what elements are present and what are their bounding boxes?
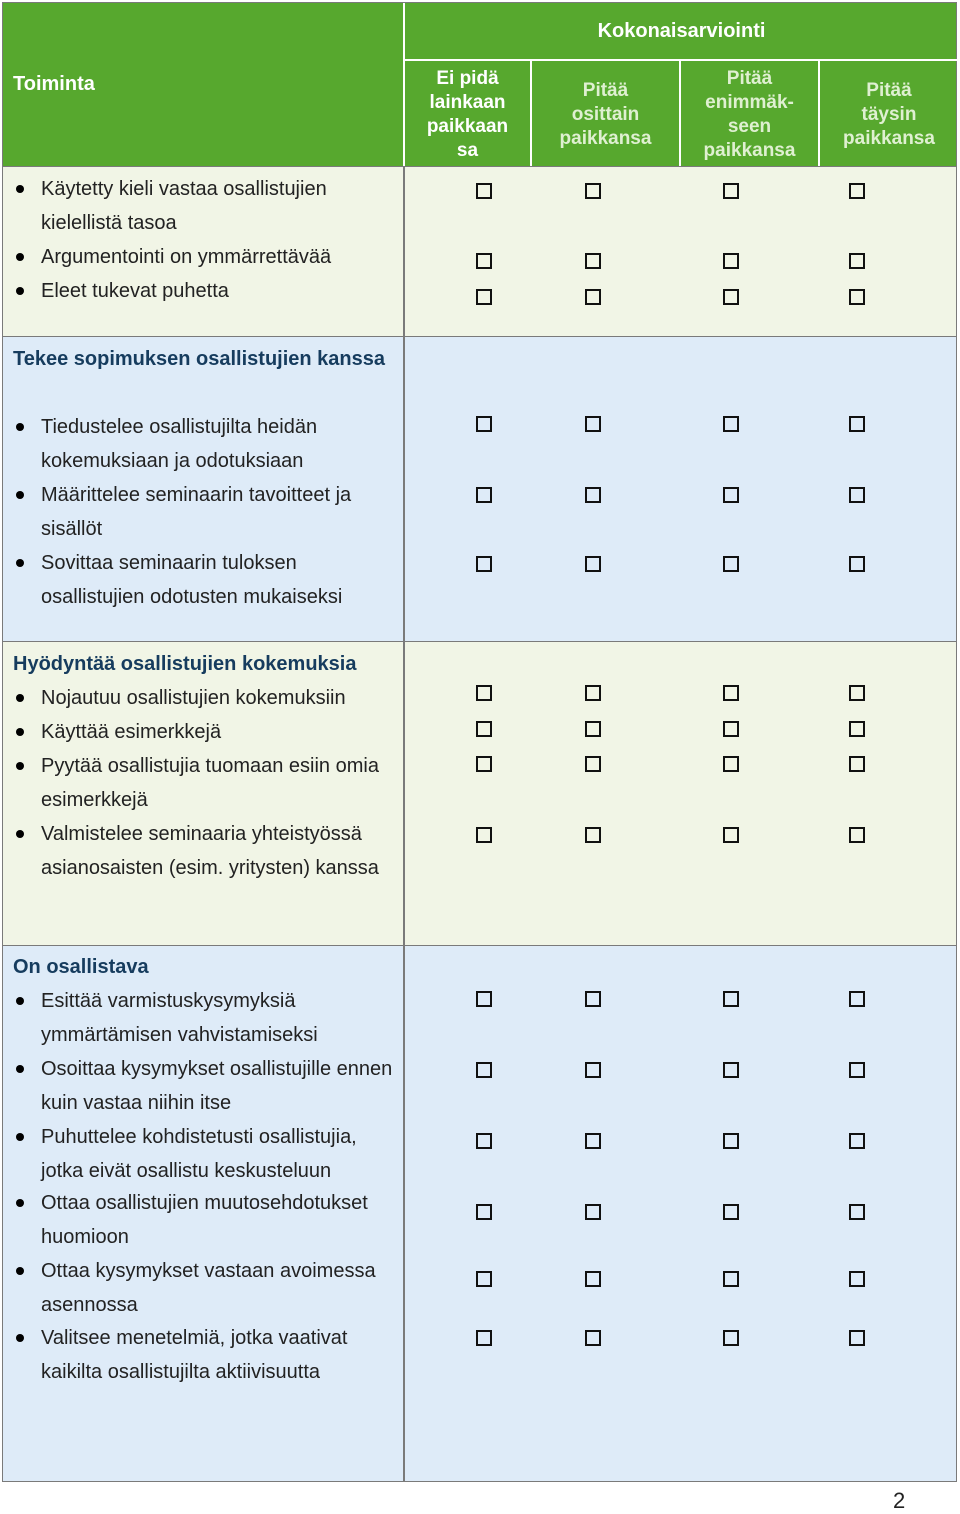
- evaluation-table: [2, 2, 957, 1482]
- checkbox-fully[interactable]: [849, 1204, 865, 1220]
- bullet-icon: [16, 1199, 24, 1207]
- checkbox-not-at-all[interactable]: [476, 827, 492, 843]
- table-header: [3, 3, 956, 166]
- checkbox-not-at-all[interactable]: [476, 756, 492, 772]
- checkbox-partially[interactable]: [585, 1330, 601, 1346]
- list-item: Ottaa kysymykset vastaan avoimessa asennossa: [13, 1254, 403, 1322]
- checkbox-not-at-all[interactable]: [476, 416, 492, 432]
- checkbox-fully[interactable]: [849, 183, 865, 199]
- bullet-icon: [16, 253, 24, 261]
- checkbox-mostly[interactable]: [723, 1133, 739, 1149]
- bullet-icon: [16, 185, 24, 193]
- bullet-icon: [16, 287, 24, 295]
- list-item: Argumentointi on ymmärrettävää: [13, 240, 403, 274]
- list-item: Nojautuu osallistujien kokemuksiin: [13, 681, 403, 715]
- list-item: Käytetty kieli vastaa osallistujien kielellistä tasoa: [13, 172, 403, 240]
- checkbox-fully[interactable]: [849, 991, 865, 1007]
- checkbox-partially[interactable]: [585, 1204, 601, 1220]
- checkbox-mostly[interactable]: [723, 487, 739, 503]
- bullet-icon: [16, 830, 24, 838]
- checkbox-partially[interactable]: [585, 556, 601, 572]
- bullet-icon: [16, 694, 24, 702]
- checkbox-fully[interactable]: [849, 556, 865, 572]
- checkbox-not-at-all[interactable]: [476, 487, 492, 503]
- checkbox-not-at-all[interactable]: [476, 721, 492, 737]
- section-title: Hyödyntää osallistujien kokemuksia: [13, 653, 357, 675]
- checkbox-fully[interactable]: [849, 416, 865, 432]
- section-title: On osallistava: [13, 956, 149, 978]
- checkbox-partially[interactable]: [585, 827, 601, 843]
- checkbox-fully[interactable]: [849, 685, 865, 701]
- list-item: Puhuttelee kohdistetusti osallistujia, jotka eivät osallistu keskusteluun: [13, 1120, 403, 1188]
- checkbox-mostly[interactable]: [723, 289, 739, 305]
- bullet-icon: [16, 1065, 24, 1073]
- bullet-icon: [16, 728, 24, 736]
- list-item: Ottaa osallistujien muutosehdotukset huomioon: [13, 1186, 403, 1254]
- checkbox-partially[interactable]: [585, 253, 601, 269]
- bullet-icon: [16, 762, 24, 770]
- section-title: Tekee sopimuksen osallistujien kanssa: [13, 348, 386, 370]
- scale-partially: Pitää osittain paikkansa: [559, 79, 652, 149]
- checkbox-fully[interactable]: [849, 721, 865, 737]
- list-item: Valitsee menetelmiä, jotka vaativat kaikilta osallistujilta aktiivisuutta: [13, 1321, 403, 1389]
- overall-assessment-header: Kokonaisarviointi: [597, 20, 766, 42]
- list-item: Käyttää esimerkkejä: [13, 715, 403, 749]
- page-number: 2: [893, 1488, 906, 1513]
- header-divider: [405, 59, 958, 61]
- checkbox-not-at-all[interactable]: [476, 1062, 492, 1078]
- checkbox-partially[interactable]: [585, 991, 601, 1007]
- list-item: Esittää varmistuskysymyksiä ymmärtämisen vahvistamiseksi: [13, 984, 403, 1052]
- bullet-icon: [16, 423, 24, 431]
- list-item: Valmistelee seminaaria yhteistyössä asianosaisten (esim. yritysten) kanssa: [13, 817, 403, 885]
- checkbox-fully[interactable]: [849, 1271, 865, 1287]
- checkbox-mostly[interactable]: [723, 756, 739, 772]
- column-divider: [403, 167, 405, 336]
- checkbox-mostly[interactable]: [723, 721, 739, 737]
- checkbox-partially[interactable]: [585, 1271, 601, 1287]
- checkbox-not-at-all[interactable]: [476, 183, 492, 199]
- checkbox-fully[interactable]: [849, 756, 865, 772]
- checkbox-partially[interactable]: [585, 721, 601, 737]
- checkbox-mostly[interactable]: [723, 1271, 739, 1287]
- checkbox-not-at-all[interactable]: [476, 991, 492, 1007]
- section-participatory: [3, 945, 956, 1481]
- checkbox-mostly[interactable]: [723, 183, 739, 199]
- checkbox-not-at-all[interactable]: [476, 1271, 492, 1287]
- checkbox-mostly[interactable]: [723, 416, 739, 432]
- list-item: Osoittaa kysymykset osallistujille ennen kuin vastaa niihin itse: [13, 1052, 403, 1120]
- section-agreement: [3, 336, 956, 641]
- checkbox-partially[interactable]: [585, 756, 601, 772]
- column-divider: [403, 337, 405, 641]
- checkbox-mostly[interactable]: [723, 991, 739, 1007]
- scale-not-at-all: Ei pidä lainkaan paikkaan sa: [426, 67, 509, 161]
- checkbox-mostly[interactable]: [723, 1062, 739, 1078]
- list-item: Tiedustelee osallistujilta heidän kokemuksiaan ja odotuksiaan: [13, 410, 403, 478]
- checkbox-not-at-all[interactable]: [476, 253, 492, 269]
- bullet-icon: [16, 997, 24, 1005]
- section-experiences: [3, 641, 956, 945]
- list-item: Sovittaa seminaarin tuloksen osallistujien odotusten mukaiseksi: [13, 546, 403, 614]
- checkbox-fully[interactable]: [849, 1330, 865, 1346]
- list-item: Määrittelee seminaarin tavoitteet ja sisällöt: [13, 478, 403, 546]
- checkbox-partially[interactable]: [585, 1062, 601, 1078]
- checkbox-fully[interactable]: [849, 289, 865, 305]
- checkbox-fully[interactable]: [849, 827, 865, 843]
- list-item: Eleet tukevat puhetta: [13, 274, 403, 308]
- checkbox-mostly[interactable]: [723, 1204, 739, 1220]
- checkbox-not-at-all[interactable]: [476, 1330, 492, 1346]
- bullet-icon: [16, 1133, 24, 1141]
- checkbox-mostly[interactable]: [723, 1330, 739, 1346]
- checkbox-fully[interactable]: [849, 487, 865, 503]
- checkbox-fully[interactable]: [849, 1062, 865, 1078]
- checkbox-partially[interactable]: [585, 487, 601, 503]
- bullet-icon: [16, 1267, 24, 1275]
- checkbox-partially[interactable]: [585, 1133, 601, 1149]
- checkbox-not-at-all[interactable]: [476, 289, 492, 305]
- checkbox-mostly[interactable]: [723, 253, 739, 269]
- checkbox-mostly[interactable]: [723, 556, 739, 572]
- bullet-icon: [16, 491, 24, 499]
- action-column-header: Toiminta: [13, 73, 95, 95]
- section-language: [3, 166, 956, 336]
- checkbox-fully[interactable]: [849, 1133, 865, 1149]
- scale-fully: Pitää täysin paikkansa: [843, 79, 935, 149]
- checkbox-not-at-all[interactable]: [476, 1133, 492, 1149]
- checkbox-mostly[interactable]: [723, 685, 739, 701]
- checkbox-partially[interactable]: [585, 416, 601, 432]
- checkbox-not-at-all[interactable]: [476, 685, 492, 701]
- checkbox-not-at-all[interactable]: [476, 1204, 492, 1220]
- list-item: Pyytää osallistujia tuomaan esiin omia esimerkkejä: [13, 749, 403, 817]
- checkbox-partially[interactable]: [585, 183, 601, 199]
- scale-mostly: Pitää enimmäk- seen paikkansa: [703, 67, 796, 161]
- checkbox-partially[interactable]: [585, 685, 601, 701]
- checkbox-mostly[interactable]: [723, 827, 739, 843]
- checkbox-not-at-all[interactable]: [476, 556, 492, 572]
- bullet-icon: [16, 1334, 24, 1342]
- checkbox-fully[interactable]: [849, 253, 865, 269]
- column-divider: [403, 642, 405, 945]
- bullet-icon: [16, 559, 24, 567]
- column-divider: [403, 946, 405, 1481]
- checkbox-partially[interactable]: [585, 289, 601, 305]
